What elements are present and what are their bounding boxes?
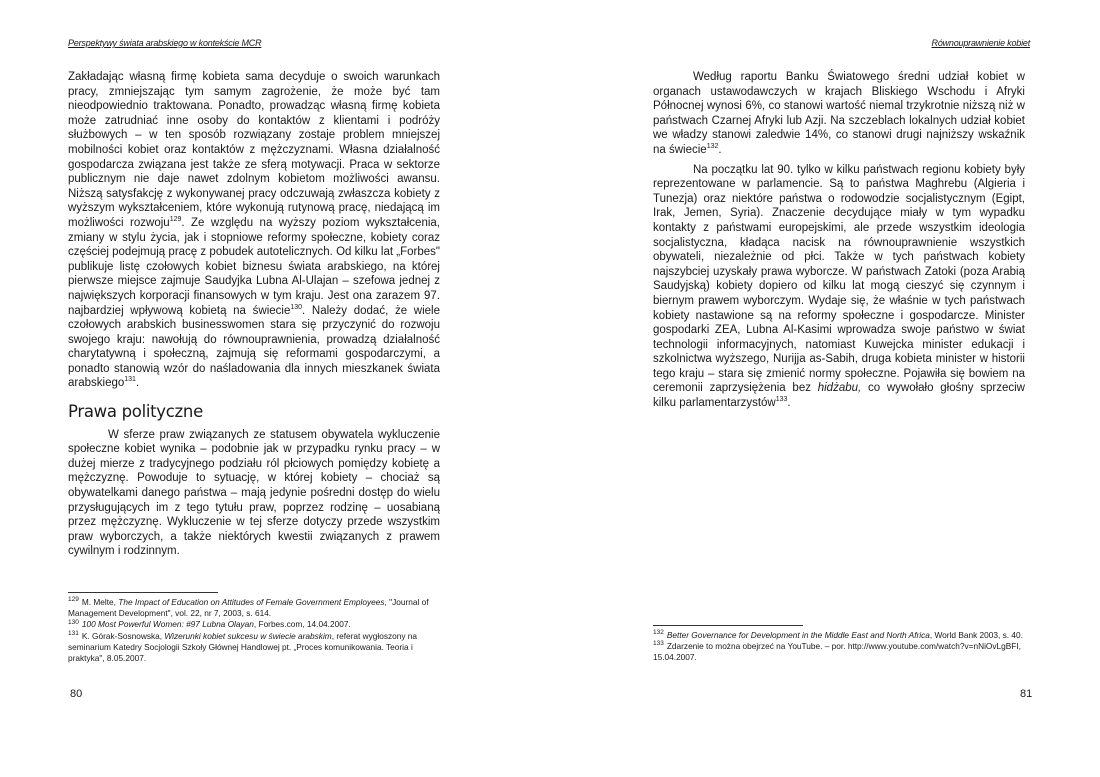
footnote-ref[interactable]: 130 xyxy=(290,303,303,311)
main-text xyxy=(653,70,1025,411)
paragraph: Według raportu Banku Światowego średni udział kobiet w organach ustawodawczych w krajach Bliskiego Wschodu i Afryki Północnej wynosi 6%, co stanowi wartość niemal trzykrotnie niższą niż w państwach Czarnej Afryki lub Azji. Na szczeblach lokalnych udział kobiet we władzy stanowi zaledwie 14%, co stanowi drugi najniższy wskaźnik na świecie$^{132}$. xyxy=(653,71,1025,156)
footnote: $^{130}$ 100 Most Powerful Women: #97 Lubna Olayan, Forbes.com, 14.04.2007. xyxy=(68,618,351,630)
footnote-ref[interactable]: 132 xyxy=(706,143,719,151)
right-page xyxy=(550,0,1100,777)
footnote-ref[interactable]: 129 xyxy=(169,216,182,224)
section-heading: Prawa polityczne xyxy=(68,402,203,422)
main-text xyxy=(68,70,440,559)
running-head: Równouprawnienie kobiet xyxy=(931,38,1030,48)
footnotes xyxy=(68,592,443,664)
footnote: $^{132}$ Better Governance for Development in the Middle East and North Africa, World Bank 2003, s. 40. xyxy=(653,629,1023,640)
footnote-ref[interactable]: 133 xyxy=(775,396,788,404)
footnote: $^{133}$ Zdarzenie to można obejrzeć na YouTube. – por. http://www.youtube.com/watch?v=nNiOvLgBFI, 15.04.2007. xyxy=(653,640,1021,663)
page-number: 81 xyxy=(1020,688,1033,700)
footnote-ref[interactable]: 131 xyxy=(124,376,136,384)
footnote: $^{131}$ K. Górak-Sosnowska, Wizerunki kobiet sukcesu w świecie arabskim, referat wygłoszony na seminarium Katedry Socjologii Szkoły Głównej Handlowej pt. „Proces komunikowania. Teoria i praktyka", 8.05.2007. xyxy=(68,629,418,664)
paragraph: Na początku lat 90. tylko w kilku państwach regionu kobiety były reprezentowane w parlamencie. Są to państwa Maghrebu (Algieria i Tunezja) oraz niektóre państwa o rodowodzie socjalistycznym (Egipt, Irak, Jemen, Syria). Znaczenie decydujące miały w tym wypadku kontakty z państwami europejskimi, ale przede wszystkim ideologia socjalistyczna, kładąca nacisk na równouprawnienie wszystkich obywateli, niezależnie od płci. Także w tych państwach kobiety najszybciej uzyskały prawa wyborcze. W państwach Zatoki (poza Arabią Saudyjską) kobiety dopiero od kilku lat mogą cieszyć się czynnym i biernym prawem wyborczym. Wydaje się, że właśnie w tych państwach kobiety nastawione są na reformy społeczne i gospodarcze. Minister gospodarki ZEA, Lubna Al-Kasimi wprowadza swoje państwo w świat technologii informacyjnych, natomiast Kuwejcka minister edukacji i szkolnictwa wyższego, Nurijja as-Sabih, druga kobieta minister w historii tego kraju – stara się zmienić normy społeczne. Pojawiła się bowiem na ceremonii zaprzysiężenia bez hidżabu, co wywołało głośny sprzeciw kilku parlamentarzystów$^{133}$. xyxy=(653,163,1025,410)
page-number: 80 xyxy=(70,688,83,700)
paragraph: Zakładając własną firmę kobieta sama decyduje o swoich warunkach pracy, zmniejszając tym samym zagrożenie, że może być tam nieodpowiednio traktowana. Ponadto, prowadząc własną firmę kobieta może zatrudniać inne osoby do kontaktów z klientami i podróży służbowych – w ten sposób rozwiązany zostaje problem mniejszej mobilności kobiet oraz kontaktów z mężczyznami. Własna działalność gospodarcza związana jest także ze sferą motywacji. Praca w sektorze publicznym nie daje nawet zdolnym kobietom możliwości awansu. Niższą satysfakcję z wykonywanej pracy odczuwają zwłaszcza kobiety z wyższym wykształceniem, które wykonują rutynową pracę, niedającą im możliwości rozwoju$^{129}$. Ze względu na wyższy poziom wykształcenia, zmiany w stylu życia, jak i stopniowe reformy społeczne, kobiety coraz częściej podejmują pracę z pobudek autotelicznych. Od kilku lat „Forbes" publikuje listę czołowych kobiet biznesu świata arabskiego, na której pierwsze miejsce zajmuje Saudyjka Lubna Al-Ulajan – szefowa jednej z największych korporacji finansowych w tym kraju. Jest ona zarazem 97. najbardziej wpływową kobietą na świecie$^{130}$. Należy dodać, że wiele czołowych arabskich businesswomen stara się przyczynić do rozwoju swojego kraju: nawołują do równouprawnienia, prowadzą działalność charytatywną i społeczną, zajmują się reformami gospodarczymi, a ponadto stanowią wzór do naśladowania dla innych mieszkanek świata arabskiego$^{131}$. xyxy=(68,71,440,390)
footnote-rule xyxy=(68,592,218,593)
running-head: Perspektywy świata arabskiego w kontekście MCR xyxy=(68,38,262,48)
footnotes xyxy=(653,625,1028,664)
footnote: $^{129}$ M. Melte, The Impact of Education on Attitudes of Female Government Employees, "Journal of Management Development", vol. 22, nr 7, 2003, s. 614. xyxy=(68,596,429,619)
paragraph: W sferze praw związanych ze statusem obywatela wykluczenie społeczne kobiet wynika – podobnie jak w przypadku rynku pracy – w dużej mierze z tradycyjnego podziału ról płciowych pomiędzy kobietę a mężczyznę. Powoduje to sytuację, w której kobiety – chociaż są obywatelkami danego państwa – mają jedynie pośredni dostęp do wielu przysługujących im z tego tytułu praw, poprzez rodzinę – uosabianą przez mężczyznę. Wykluczenie w tej sferze dotyczy przede wszystkim praw wyborczych, a także niektórych kwestii związanych z prawem cywilnym i rodzinnym. xyxy=(68,428,440,558)
footnote-rule xyxy=(653,625,803,626)
